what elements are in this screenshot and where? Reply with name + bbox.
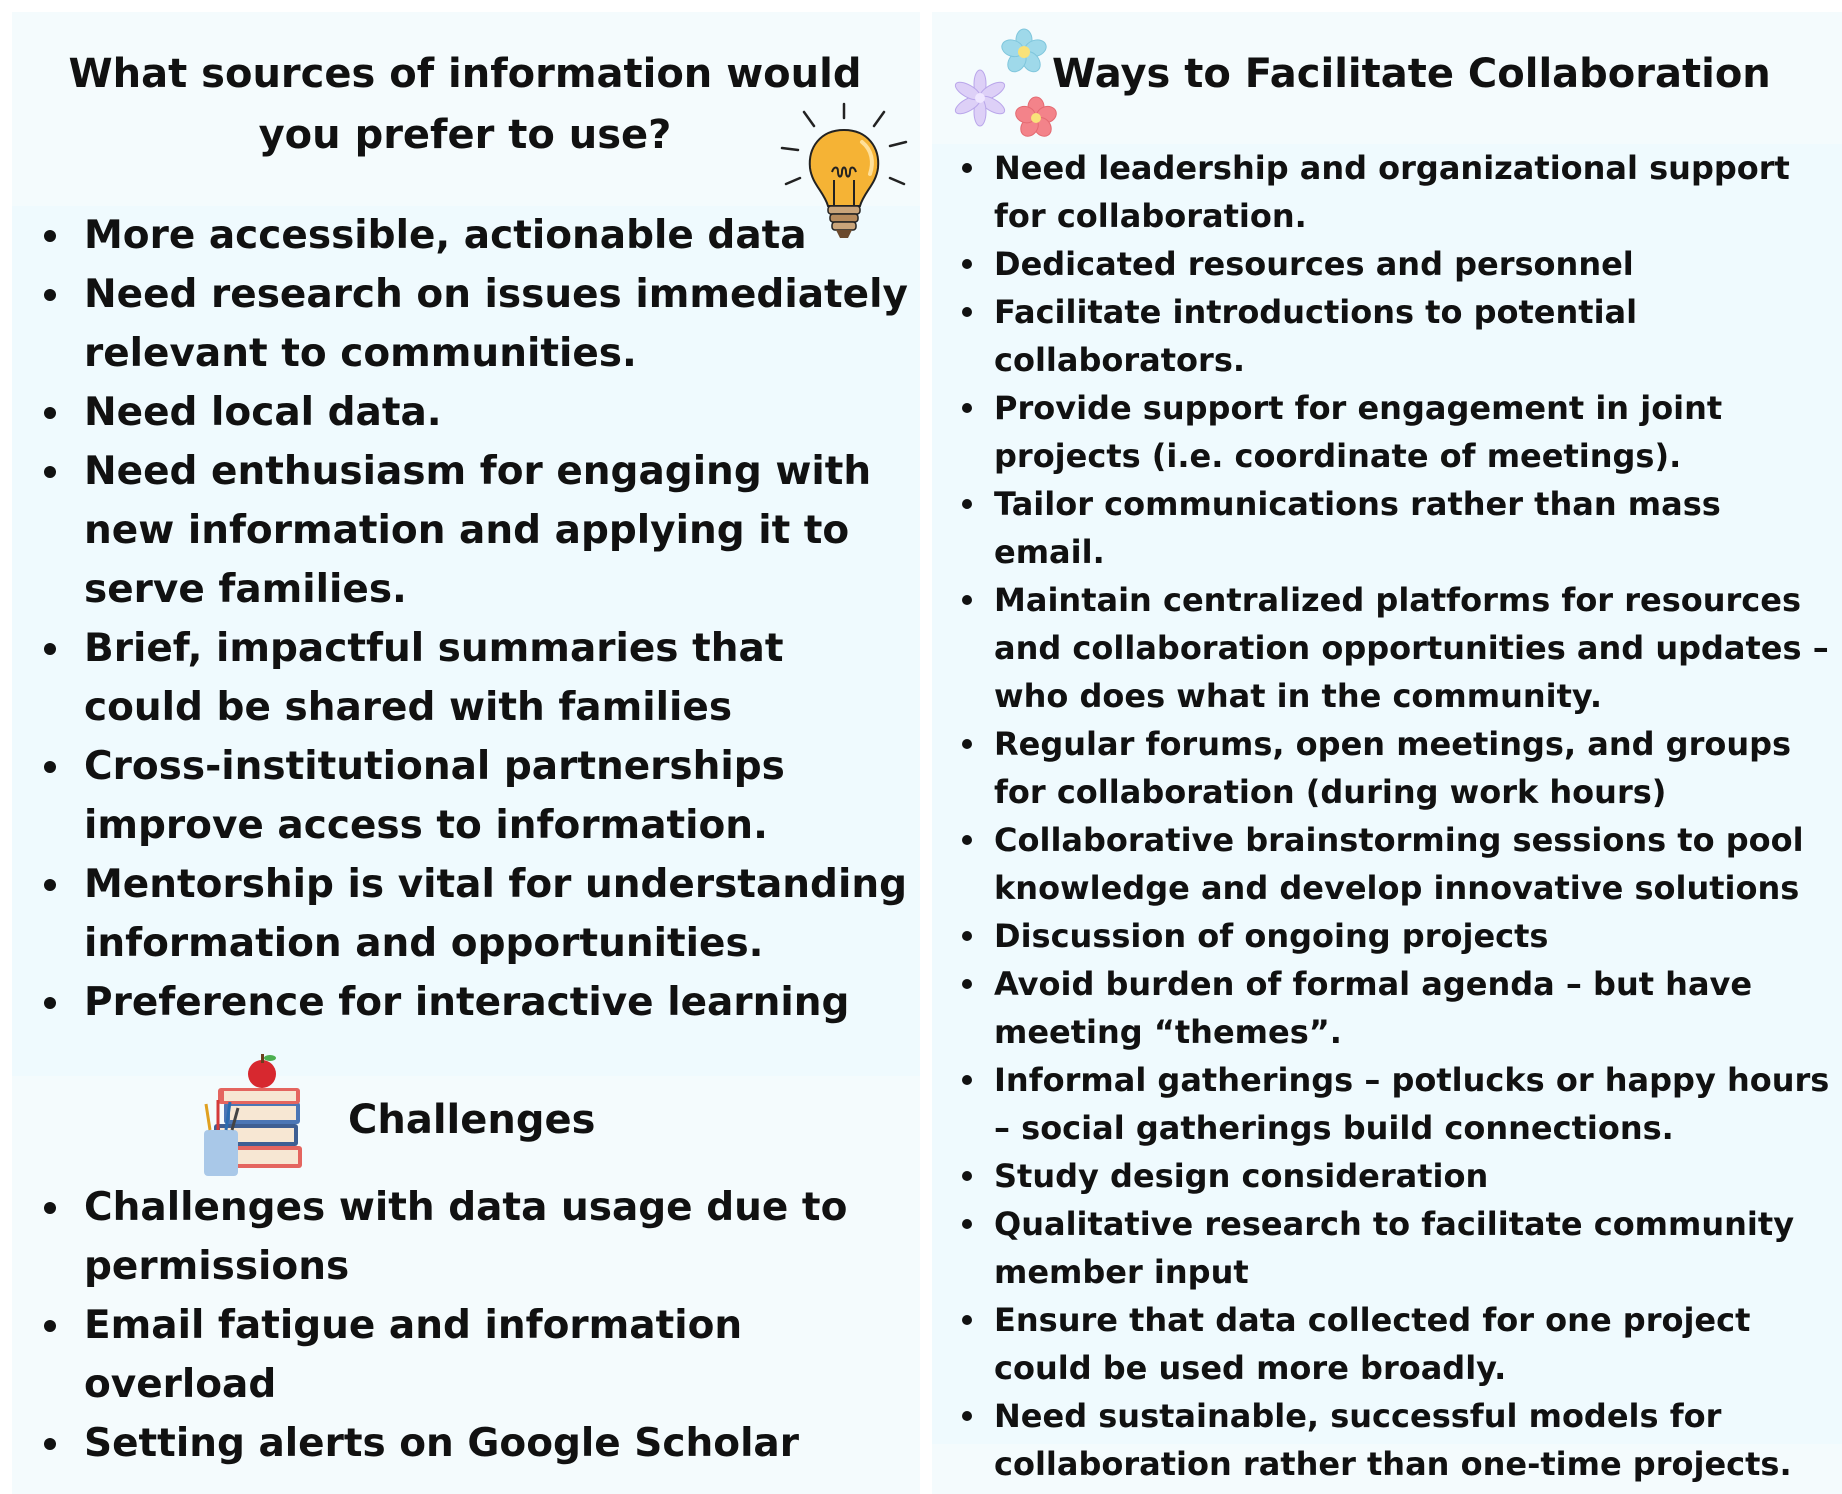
list-item: Mentorship is vital for understanding information and opportunities.	[44, 855, 914, 973]
books-apple-pencils-icon	[198, 1052, 308, 1180]
list-item: Informal gatherings – potlucks or happy hours – social gatherings build connections.	[962, 1056, 1832, 1152]
challenges-list	[44, 1178, 914, 1473]
list-item: More accessible, actionable data	[44, 206, 914, 265]
bullet	[962, 835, 972, 845]
challenges-heading: Challenges	[348, 1097, 596, 1143]
list-item: Study design consideration	[962, 1152, 1832, 1200]
sources-heading: What sources of information would you prefer to use?	[68, 51, 862, 158]
bullet	[962, 1075, 972, 1085]
list-item: Preference for interactive learning	[44, 973, 914, 1032]
list-item: Need enthusiasm for engaging with new information and applying it to serve families.	[44, 442, 914, 619]
list-item: Regular forums, open meetings, and groups for collaboration (during work hours)	[962, 720, 1832, 816]
bullet	[962, 163, 972, 173]
bullet	[44, 1320, 56, 1332]
sources-list	[44, 206, 914, 1032]
list-item: Collaborative brainstorming sessions to pool knowledge and develop innovative solutions	[962, 816, 1832, 912]
bullet	[44, 230, 56, 242]
bullet	[962, 403, 972, 413]
bullet	[44, 1202, 56, 1214]
bullet	[962, 1171, 972, 1181]
list-item: Setting alerts on Google Scholar	[44, 1414, 914, 1473]
list-item: Discussion of ongoing projects	[962, 912, 1832, 960]
bullet	[962, 1219, 972, 1229]
list-item: Need research on issues immediately relevant to communities.	[44, 265, 914, 383]
bullet	[962, 931, 972, 941]
bullet	[962, 259, 972, 269]
list-item: Ensure that data collected for one project could be used more broadly.	[962, 1296, 1832, 1392]
bullet	[44, 289, 56, 301]
list-item: Tailor communications rather than mass email.	[962, 480, 1832, 576]
list-item: Need leadership and organizational support for collaboration.	[962, 144, 1832, 240]
collaboration-heading: Ways to Facilitate Collaboration	[1052, 51, 1771, 97]
list-item: Maintain centralized platforms for resources and collaboration opportunities and updates – who does what in the community.	[962, 576, 1832, 720]
list-item: Brief, impactful summaries that could be shared with families	[44, 619, 914, 737]
bullet	[44, 879, 56, 891]
list-item: Dedicated resources and personnel	[962, 240, 1832, 288]
bullet	[962, 1315, 972, 1325]
bullet	[44, 466, 56, 478]
bullet	[962, 739, 972, 749]
bullet	[44, 643, 56, 655]
list-item: Provide support for engagement in joint projects (i.e. coordinate of meetings).	[962, 384, 1832, 480]
bullet	[962, 1411, 972, 1421]
bullet	[44, 407, 56, 419]
bullet	[44, 997, 56, 1009]
list-item: Avoid burden of formal agenda – but have meeting “themes”.	[962, 960, 1832, 1056]
list-item: Challenges with data usage due to permissions	[44, 1178, 914, 1296]
collaboration-list	[962, 144, 1832, 1488]
bullet	[44, 761, 56, 773]
list-item: Need local data.	[44, 383, 914, 442]
bullet	[962, 595, 972, 605]
flowers-icon	[948, 24, 1068, 144]
list-item: Facilitate introductions to potential collaborators.	[962, 288, 1832, 384]
bullet	[962, 499, 972, 509]
bullet	[962, 307, 972, 317]
list-item: Email fatigue and information overload	[44, 1296, 914, 1414]
list-item: Cross-institutional partnerships improve access to information.	[44, 737, 914, 855]
bullet	[962, 979, 972, 989]
bullet	[44, 1438, 56, 1450]
list-item: Need sustainable, successful models for collaboration rather than one-time projects.	[962, 1392, 1832, 1488]
list-item: Qualitative research to facilitate community member input	[962, 1200, 1832, 1296]
